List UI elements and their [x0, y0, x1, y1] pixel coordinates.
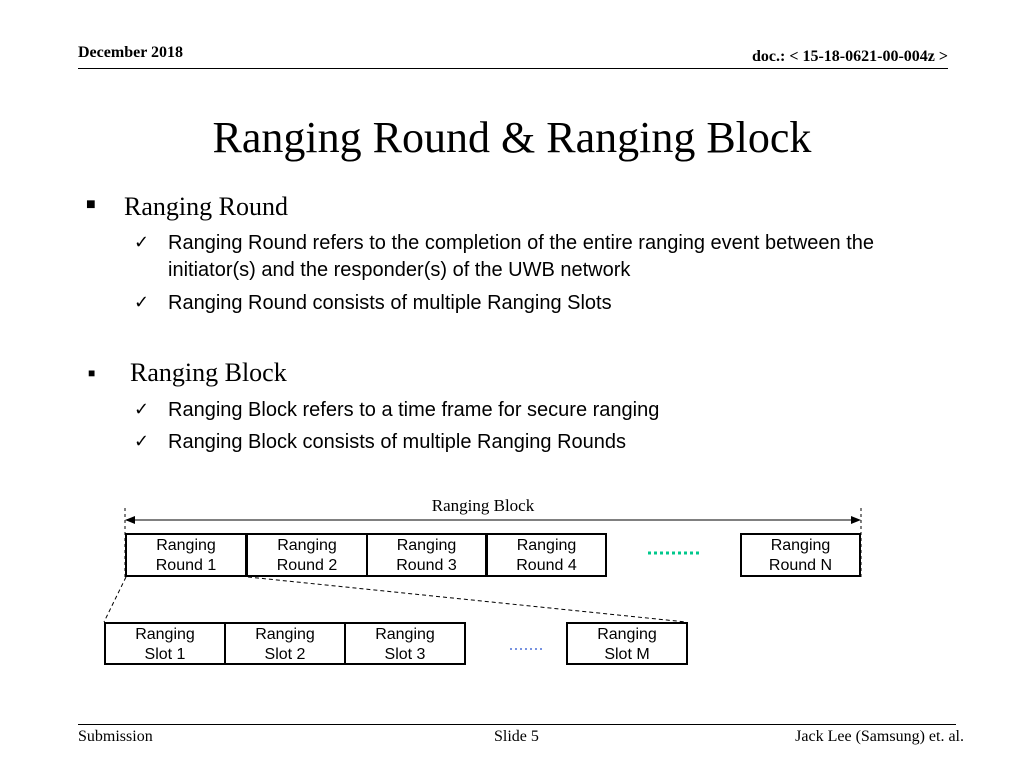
ranging-round-box	[246, 533, 368, 577]
expand-line-right	[248, 577, 686, 622]
checkmark-icon: ✓	[134, 232, 150, 253]
ranging-slot-box	[104, 622, 226, 665]
checkmark-icon: ✓	[134, 399, 150, 420]
box-label-line2: Slot 1	[144, 646, 186, 663]
arrow-left-icon	[125, 516, 135, 524]
header-doc-id: doc.: < 15-18-0621-00-004z >	[752, 48, 948, 65]
box-label-line1: Ranging	[277, 537, 337, 554]
box-label-line2: Round 4	[516, 557, 577, 574]
footer-submission: Submission	[78, 728, 153, 745]
footer-rule	[78, 724, 956, 725]
box-label-line2: Round 1	[155, 557, 217, 574]
ranging-slot-box	[566, 622, 688, 665]
ranging-block-label: Ranging Block	[431, 496, 535, 515]
footer-slide-number: Slide 5	[494, 728, 539, 745]
ranging-round-box	[740, 533, 861, 577]
ranging-round-box	[486, 533, 607, 577]
header-date: December 2018	[78, 44, 183, 61]
box-label-line1: Ranging	[396, 537, 457, 554]
ranging-slot-box	[224, 622, 346, 665]
ranging-round-box	[125, 533, 247, 577]
slide-title: Ranging Round & Ranging Block	[212, 113, 812, 162]
expand-line-left	[104, 577, 126, 622]
bullet-heading-ranging-block: Ranging Block	[130, 358, 287, 387]
checkmark-icon: ✓	[134, 431, 150, 452]
box-label-line2: Slot M	[604, 646, 650, 663]
checkmark-icon: ✓	[134, 292, 150, 313]
box-label-line2: Round N	[768, 557, 833, 574]
box-label-line1: Ranging	[516, 537, 577, 554]
bullet-item: Ranging Round refers to the completion of the entire ranging event between the initiator(s) and the responder(s) of the UWB network	[168, 232, 875, 281]
ranging-round-box	[366, 533, 487, 577]
arrow-right-icon	[851, 516, 861, 524]
box-label-line1: Ranging	[156, 537, 216, 554]
box-label-line2: Round 3	[396, 557, 457, 574]
bullet-item: Ranging Block consists of multiple Ranging Rounds	[168, 431, 627, 453]
footer-author: Jack Lee (Samsung) et. al.	[795, 728, 964, 745]
ranging-slot-box	[344, 622, 466, 665]
box-label-line1: Ranging	[597, 626, 657, 643]
box-label-line2: Slot 3	[384, 646, 426, 663]
box-label-line1: Ranging	[375, 626, 435, 643]
box-label-line1: Ranging	[255, 626, 315, 643]
box-label-line1: Ranging	[770, 537, 831, 554]
square-bullet-icon: ■	[88, 366, 96, 380]
box-label-line2: Slot 2	[264, 646, 306, 663]
box-label-line2: Round 2	[276, 557, 338, 574]
bullet-heading-ranging-round: Ranging Round	[124, 192, 288, 221]
bullet-item: Ranging Block refers to a time frame for secure ranging	[168, 399, 660, 421]
box-label-line1: Ranging	[135, 626, 195, 643]
bullet-item: Ranging Round consists of multiple Ranging Slots	[168, 292, 612, 314]
square-bullet-icon: ■	[86, 196, 96, 213]
